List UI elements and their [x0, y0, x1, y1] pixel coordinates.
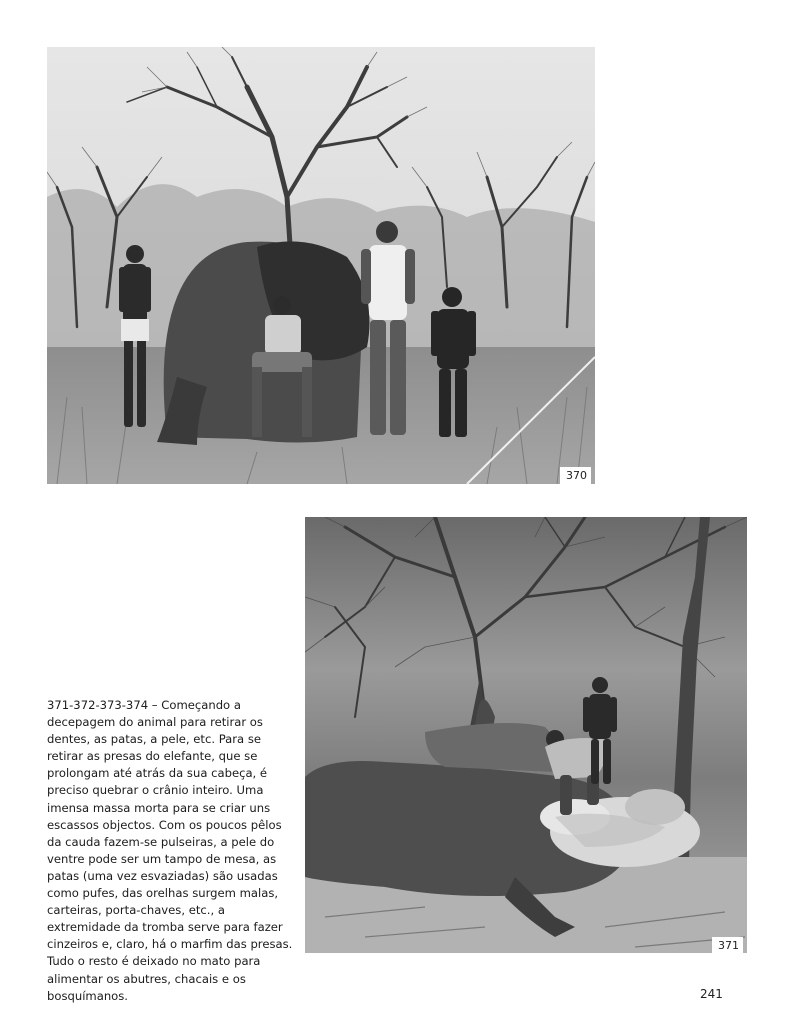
photo-number-370: 370	[560, 467, 591, 484]
page-number: 241	[700, 987, 723, 1001]
photo-caption	[47, 697, 293, 1005]
photo-number-371: 371	[712, 937, 743, 954]
photo-371-elephant-butchering	[305, 517, 747, 953]
caption-photo-ids: 371-372-373-374 –	[47, 698, 158, 712]
caption-text: Começando a decepagem do animal para retirar os dentes, as patas, a pele, etc. Para se retirar as presas do elefante, que se prolongam até atrás da sua cabeça, é preciso quebrar o crânio inteiro. Uma imensa massa morta para se criar uns escassos objectos. Com os poucos pêlos da cauda fazem-se pulseiras, a pele do ventre pode ser um tampo de mesa, as patas (uma vez esvaziadas) são usadas como pufes, das orelhas surgem malas, carteiras, porta-chaves, etc., a extremidade da tromba serve para fazer cinzeiros e, claro, há o marfim das presas. Tudo o resto é deixado no mato para alimentar os abutres, chacais e os bosquímanos.	[47, 698, 293, 1003]
photo-370-hunters-with-elephant	[47, 47, 595, 484]
